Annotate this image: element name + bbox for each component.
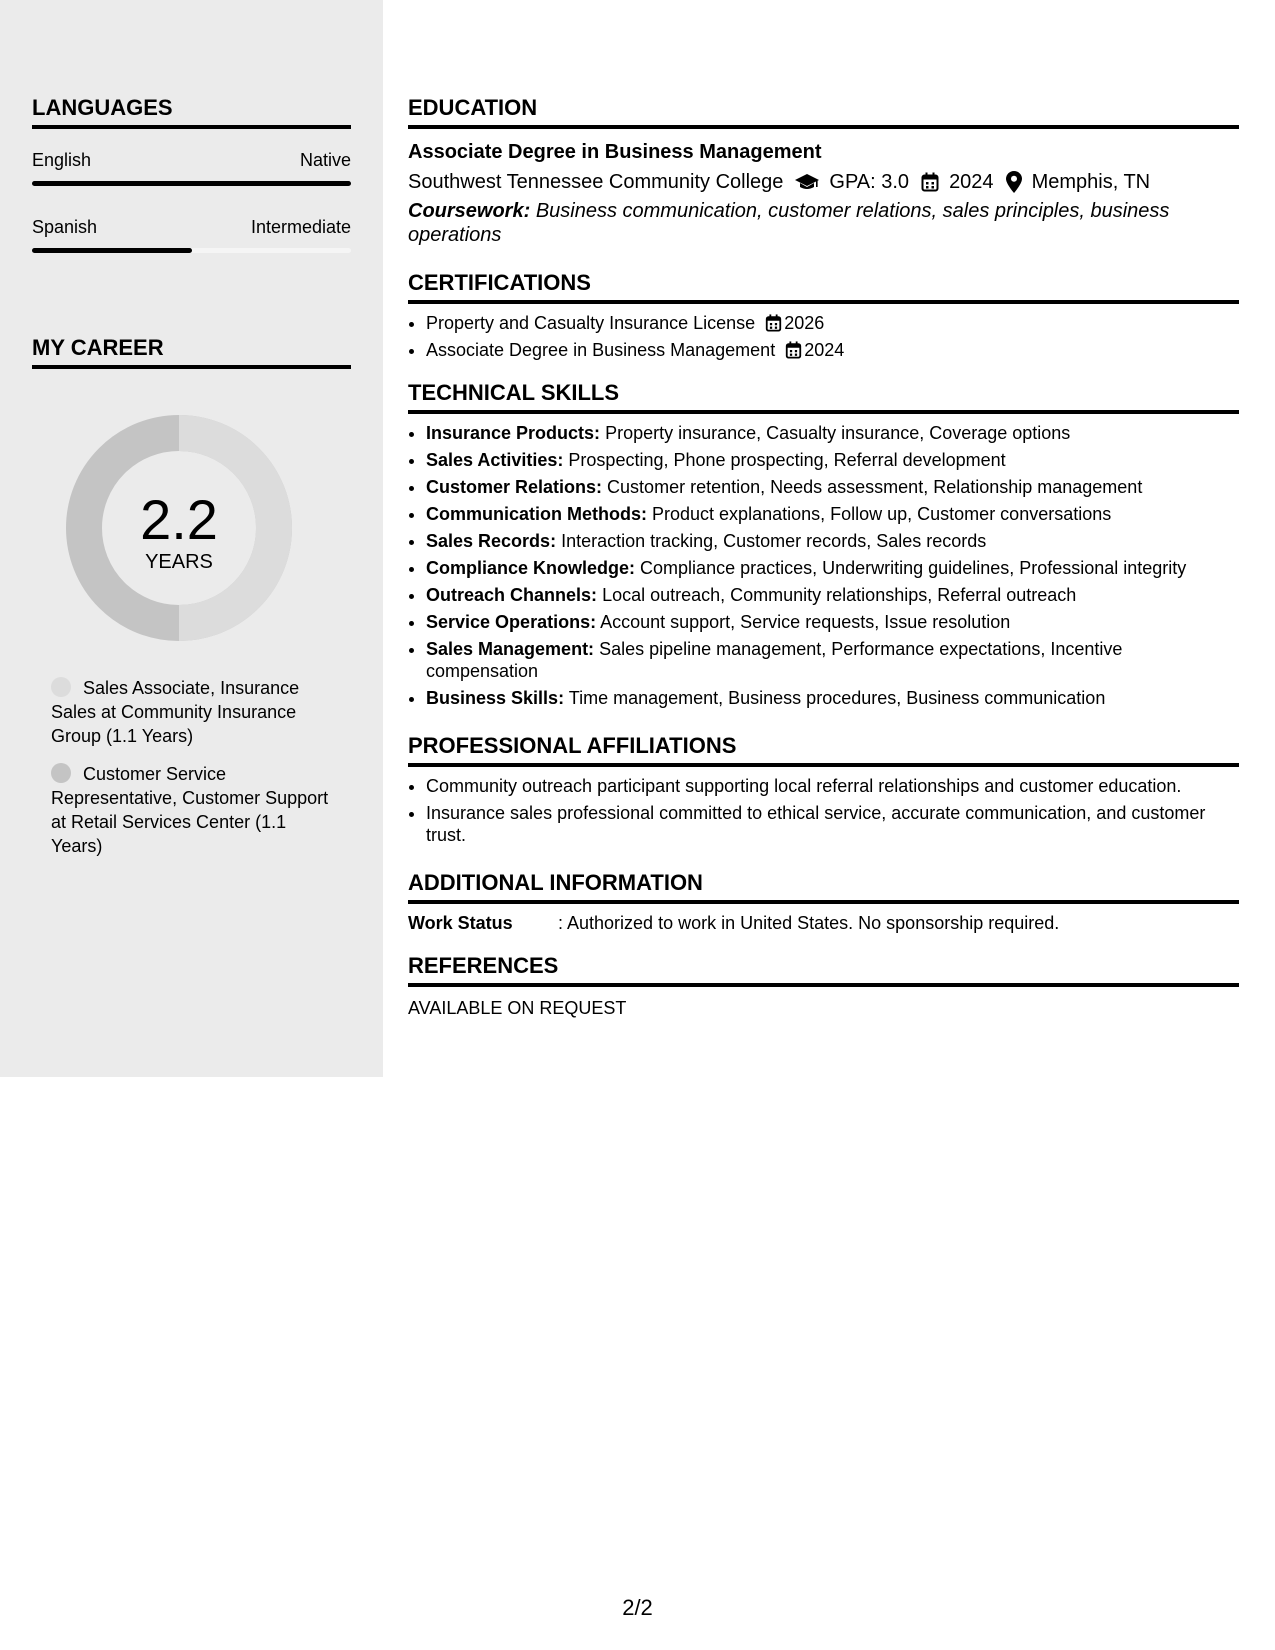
coursework-text: Business communication, customer relations, sales principles, business operations (408, 200, 1170, 246)
page-number: 2/2 (622, 1595, 653, 1620)
education-location: Memphis, TN (1031, 171, 1151, 193)
calendar-icon (765, 314, 782, 332)
calendar-icon (921, 172, 939, 192)
career-item-text: Sales Associate, Insurance Sales at Community Insurance Group (1.1 Years) (51, 678, 300, 746)
skill-label: Insurance Products: (426, 423, 601, 443)
skill-item (426, 687, 1239, 709)
work-status-value: : Authorized to work in United States. No sponsorship required. (558, 913, 1060, 933)
education-year: 2024 (949, 171, 994, 193)
additional-information-title: ADDITIONAL INFORMATION (408, 870, 1239, 904)
skill-label: Communication Methods: (426, 504, 647, 524)
skill-label: Sales Activities: (426, 450, 564, 470)
language-name: Spanish (32, 217, 98, 237)
skill-text: Product explanations, Follow up, Customer conversations (652, 504, 1112, 524)
education-details (408, 169, 1239, 195)
skill-text: Account support, Service requests, Issue resolution (600, 612, 1011, 632)
graduation-cap-icon (795, 172, 819, 192)
certifications-title: CERTIFICATIONS (408, 270, 1239, 304)
references-text: AVAILABLE ON REQUEST (408, 998, 627, 1018)
coursework-label: Coursework: (408, 200, 531, 222)
certification-item (426, 312, 1239, 334)
affiliations-list (408, 775, 1239, 846)
certifications-section (408, 270, 1239, 366)
career-section (32, 335, 351, 369)
language-proficiency-fill (32, 248, 192, 253)
work-status-row (408, 912, 1239, 934)
skill-item (426, 476, 1239, 498)
skill-text: Time management, Business procedures, Business communication (568, 688, 1106, 708)
education-gpa: GPA: 3.0 (829, 171, 910, 193)
references-title: REFERENCES (408, 953, 1239, 987)
education-coursework (408, 199, 1239, 247)
education-section (408, 95, 1239, 247)
education-title: EDUCATION (408, 95, 1239, 129)
certification-item (426, 339, 1239, 361)
skill-text: Compliance practices, Underwriting guidelines, Professional integrity (640, 558, 1187, 578)
language-proficiency-fill (32, 181, 351, 186)
skill-text: Interaction tracking, Customer records, Sales records (561, 531, 987, 551)
career-legend-dot (51, 677, 71, 697)
technical-skills-list (408, 422, 1239, 709)
career-title: MY CAREER (32, 335, 351, 369)
career-item-text: Customer Service Representative, Customer Support at Retail Services Center (1.1 Years) (51, 764, 329, 856)
skill-label: Sales Records: (426, 531, 557, 551)
career-years-unit: YEARS (145, 551, 213, 573)
technical-skills-section (408, 380, 1239, 714)
education-degree: Associate Degree in Business Management (408, 141, 822, 163)
affiliations-title: PROFESSIONAL AFFILIATIONS (408, 733, 1239, 767)
skill-label: Customer Relations: (426, 477, 603, 497)
additional-information-section (408, 870, 1239, 934)
language-proficiency-bar (32, 181, 351, 186)
skill-item (426, 422, 1239, 444)
skill-label: Business Skills: (426, 688, 565, 708)
language-level: Native (299, 150, 351, 170)
skill-text: Property insurance, Casualty insurance, Coverage options (605, 423, 1071, 443)
certification-name: Associate Degree in Business Management (426, 340, 776, 360)
work-status-label: Work Status (408, 913, 513, 933)
career-list-item (51, 762, 341, 858)
skill-label: Outreach Channels: (426, 585, 598, 605)
language-item (32, 216, 351, 253)
languages-title: LANGUAGES (32, 95, 351, 129)
skill-item (426, 503, 1239, 525)
language-name: English (32, 150, 92, 170)
languages-section (32, 95, 351, 253)
sidebar (0, 0, 383, 1077)
career-years-value: 2.2 (140, 488, 218, 551)
skill-item (426, 638, 1239, 682)
skill-item (426, 449, 1239, 471)
language-level: Intermediate (250, 217, 351, 237)
skill-text: Local outreach, Community relationships, Referral outreach (602, 585, 1077, 605)
language-item (32, 149, 351, 186)
affiliation-item: • Community outreach participant supporting local referral relationships and customer education. (426, 775, 1239, 797)
skill-label: Compliance Knowledge: (426, 558, 636, 578)
affiliations-section (408, 733, 1239, 851)
skill-label: Service Operations: (426, 612, 597, 632)
education-school: Southwest Tennessee Community College (408, 171, 784, 193)
language-proficiency-bar (32, 248, 351, 253)
skill-item (426, 557, 1239, 579)
references-section (408, 953, 1239, 1019)
skill-text: Sales pipeline management, Performance expectations, Incentive compensation (426, 639, 1123, 681)
technical-skills-title: TECHNICAL SKILLS (408, 380, 1239, 414)
calendar-icon (785, 341, 802, 359)
skill-item (426, 584, 1239, 606)
career-list-item (51, 676, 341, 748)
skill-item (426, 530, 1239, 552)
map-pin-icon (1006, 171, 1022, 193)
skill-text: Customer retention, Needs assessment, Relationship management (607, 477, 1143, 497)
certification-name: Property and Casualty Insurance License (426, 313, 756, 333)
skill-label: Sales Management: (426, 639, 595, 659)
career-donut-chart (66, 415, 292, 641)
certification-year: 2024 (804, 340, 845, 360)
affiliation-item: • Insurance sales professional committed to ethical service, accurate communication, and customer trust. (426, 802, 1239, 846)
certification-year: 2026 (784, 313, 825, 333)
certifications-list (408, 312, 1239, 361)
skill-text: Prospecting, Phone prospecting, Referral development (568, 450, 1006, 470)
skill-item (426, 611, 1239, 633)
career-legend-dot (51, 763, 71, 783)
